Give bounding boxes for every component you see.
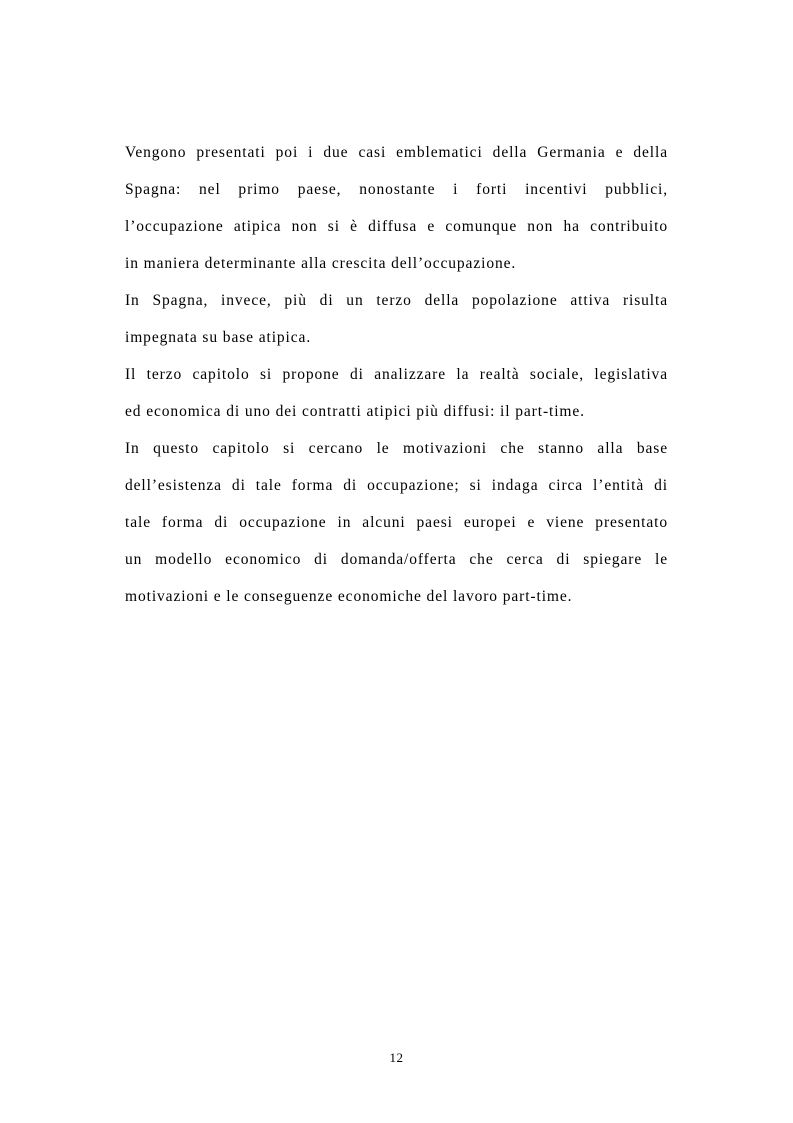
text-line: motivazioni e le conseguenze economiche del lavoro part-time. [125,588,573,605]
text-line: impegnata su base atipica. [125,329,312,346]
text-line: In Spagna, invece, più di un terzo della popolazione attiva risulta [125,292,668,309]
text-line: Spagna: nel primo paese, nonostante i forti incentivi pubblici, [125,181,668,198]
text-line: l’occupazione atipica non si è diffusa e comunque non ha contribuito [125,218,668,235]
text-line: ed economica di uno dei contratti atipici più diffusi: il part-time. [125,403,585,420]
text-line: In questo capitolo si cercano le motivazioni che stanno alla base [125,440,668,457]
text-line: tale forma di occupazione in alcuni paesi europei e viene presentato [125,514,668,531]
text-line: un modello economico di domanda/offerta che cerca di spiegare le [125,551,668,568]
body-text [125,140,668,621]
page-number: 12 [389,1050,404,1065]
text-line: in maniera determinante alla crescita dell’occupazione. [125,255,517,272]
text-line: dell’esistenza di tale forma di occupazione; si indaga circa l’entità di [125,477,668,494]
text-line: Il terzo capitolo si propone di analizzare la realtà sociale, legislativa [125,366,668,383]
text-line: Vengono presentati poi i due casi emblematici della Germania e della [125,144,668,161]
